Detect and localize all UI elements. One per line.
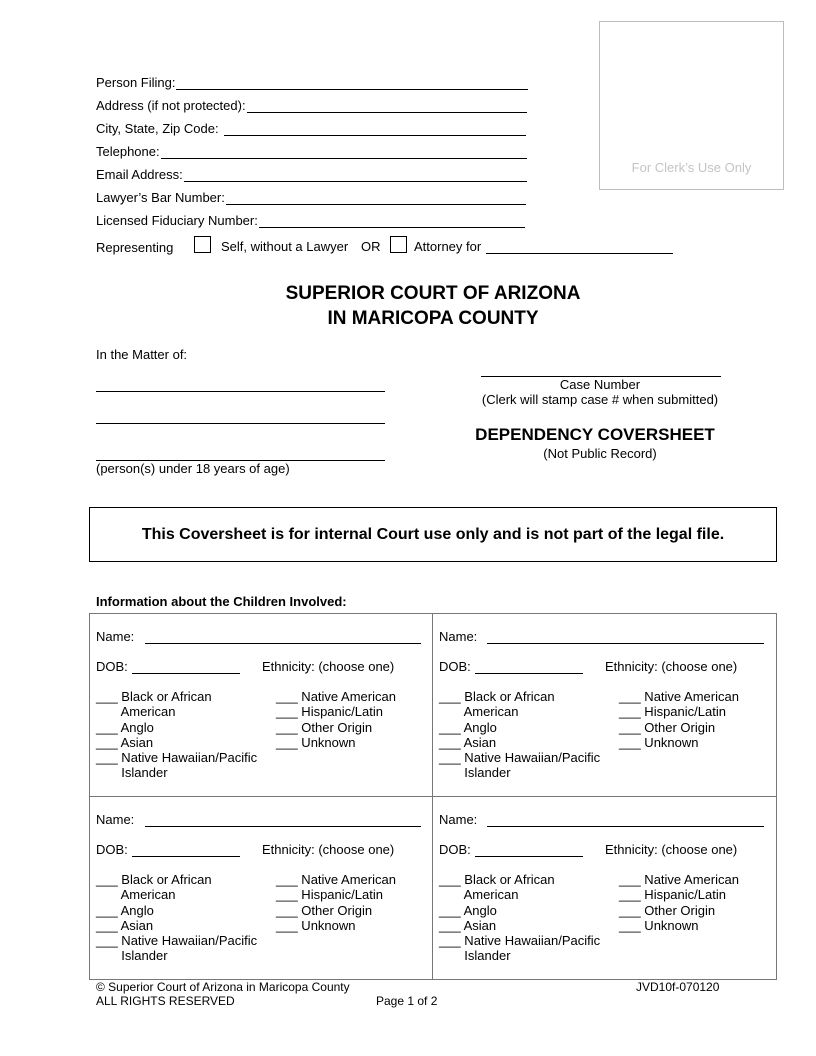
child-dob-label: DOB: — [96, 659, 128, 674]
child-ethnicity-options-right[interactable]: ___ Native American ___ Hispanic/Latin ___ Other Origin ___ Unknown — [619, 872, 739, 933]
matter-label: In the Matter of: — [96, 347, 188, 362]
email-line[interactable] — [184, 167, 527, 182]
or-text: OR — [361, 239, 381, 254]
self-option-label: Self, without a Lawyer — [221, 239, 349, 254]
footer-form-id: JVD10f-070120 — [636, 980, 720, 994]
child-ethnicity-options-right[interactable]: ___ Native American ___ Hispanic/Latin ___ Other Origin ___ Unknown — [276, 872, 396, 933]
child-dob-line[interactable] — [132, 673, 240, 674]
city-state-zip-label: City, State, Zip Code: — [96, 121, 219, 136]
fiduciary-number-field[interactable] — [96, 210, 525, 228]
child-ethnicity-label: Ethnicity: (choose one) — [262, 659, 395, 674]
child-name-label: Name: — [439, 629, 478, 644]
matter-line-2[interactable] — [96, 423, 385, 424]
child-dob-line[interactable] — [132, 856, 240, 857]
bar-number-label: Lawyer’s Bar Number: — [96, 190, 225, 205]
child-ethnicity-options-right[interactable]: ___ Native American ___ Hispanic/Latin ___ Other Origin ___ Unknown — [619, 689, 739, 750]
clerk-use-label: For Clerk’s Use Only — [631, 160, 752, 175]
child-dob-label: DOB: — [439, 659, 471, 674]
child-name-line[interactable] — [487, 826, 764, 827]
internal-use-notice-text: This Coversheet is for internal Court use only and is not part of the legal file. — [141, 525, 725, 543]
child-name-label: Name: — [96, 629, 135, 644]
court-title-line2: IN MARICOPA COUNTY — [327, 308, 539, 329]
child-ethnicity-options-right[interactable]: ___ Native American ___ Hispanic/Latin ___ Other Origin ___ Unknown — [276, 689, 396, 750]
persons-note: (person(s) under 18 years of age) — [96, 461, 290, 476]
address-field[interactable] — [96, 95, 527, 113]
email-label: Email Address: — [96, 167, 183, 182]
child-card — [89, 613, 432, 796]
footer-page-number: Page 1 of 2 — [376, 994, 438, 1008]
court-title-line1: SUPERIOR COURT OF ARIZONA — [285, 283, 581, 304]
footer-rights: ALL RIGHTS RESERVED — [96, 994, 235, 1008]
person-filing-line[interactable] — [176, 75, 528, 90]
child-name-line[interactable] — [487, 643, 764, 644]
address-line[interactable] — [247, 98, 527, 113]
child-name-line[interactable] — [145, 826, 421, 827]
children-section-heading: Information about the Children Involved: — [96, 594, 347, 609]
child-card — [432, 796, 775, 979]
child-dob-line[interactable] — [475, 673, 583, 674]
child-ethnicity-label: Ethnicity: (choose one) — [605, 659, 738, 674]
attorney-for-line[interactable] — [486, 253, 673, 254]
representing-label: Representing — [96, 240, 174, 255]
child-card — [432, 613, 775, 796]
bar-number-line[interactable] — [226, 190, 526, 205]
child-dob-line[interactable] — [475, 856, 583, 857]
email-field[interactable] — [96, 164, 527, 182]
telephone-line[interactable] — [161, 144, 527, 159]
attorney-checkbox[interactable] — [390, 236, 407, 253]
child-ethnicity-label: Ethnicity: (choose one) — [262, 842, 395, 857]
child-ethnicity-options-left[interactable]: ___ Black or African American ___ Anglo ___ Asian ___ Native Hawaiian/Pacific Islander — [439, 689, 601, 781]
internal-use-notice — [89, 507, 777, 562]
child-ethnicity-options-left[interactable]: ___ Black or African American ___ Anglo ___ Asian ___ Native Hawaiian/Pacific Islander — [439, 872, 601, 964]
city-state-zip-line[interactable] — [224, 121, 526, 136]
document-subtitle: (Not Public Record) — [543, 446, 657, 461]
fiduciary-number-label: Licensed Fiduciary Number: — [96, 213, 258, 228]
child-ethnicity-options-left[interactable]: ___ Black or African American ___ Anglo ___ Asian ___ Native Hawaiian/Pacific Islander — [96, 689, 258, 781]
child-ethnicity-options-left[interactable]: ___ Black or African American ___ Anglo ___ Asian ___ Native Hawaiian/Pacific Islander — [96, 872, 258, 964]
self-checkbox[interactable] — [194, 236, 211, 253]
case-number-label: Case Number — [559, 377, 641, 392]
child-card — [89, 796, 432, 979]
document-title: DEPENDENCY COVERSHEET — [475, 425, 715, 444]
footer-copyright: © Superior Court of Arizona in Maricopa County — [96, 980, 350, 994]
child-name-line[interactable] — [145, 643, 421, 644]
address-label: Address (if not protected): — [96, 98, 246, 113]
child-ethnicity-label: Ethnicity: (choose one) — [605, 842, 738, 857]
person-filing-label: Person Filing: — [96, 75, 176, 90]
case-number-note: (Clerk will stamp case # when submitted) — [481, 392, 719, 407]
bar-number-field[interactable] — [96, 187, 526, 205]
child-dob-label: DOB: — [96, 842, 128, 857]
attorney-option-label: Attorney for — [414, 239, 482, 254]
fiduciary-number-line[interactable] — [259, 213, 525, 228]
child-dob-label: DOB: — [439, 842, 471, 857]
person-filing-field[interactable] — [96, 72, 528, 90]
telephone-label: Telephone: — [96, 144, 160, 159]
child-name-label: Name: — [439, 812, 478, 827]
clerk-use-box — [599, 21, 784, 190]
child-name-label: Name: — [96, 812, 135, 827]
matter-line-1[interactable] — [96, 391, 385, 392]
city-state-zip-field[interactable] — [96, 118, 526, 136]
telephone-field[interactable] — [96, 141, 527, 159]
